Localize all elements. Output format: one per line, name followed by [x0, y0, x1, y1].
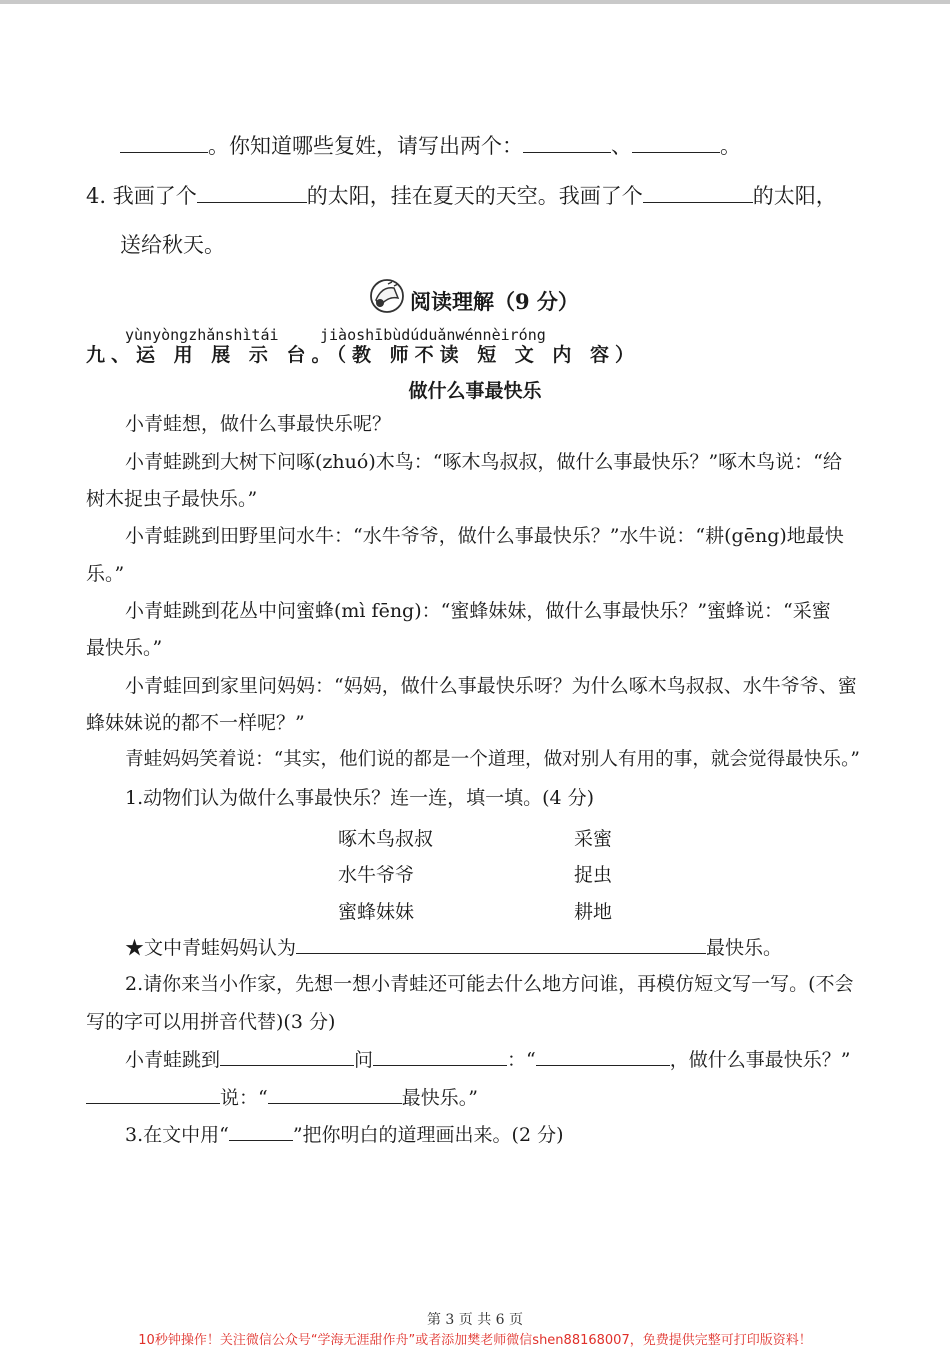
answer-blank[interactable] — [296, 935, 706, 954]
fill1-text-c: ：“ — [507, 1049, 536, 1071]
q4-number: 4. — [86, 184, 107, 208]
star-question-text: ★文中青蛙妈妈认为 — [125, 937, 297, 959]
story-p6: 青蛙妈妈笑着说：“其实，他们说的都是一个道理，做对别人有用的事，就会觉得最快乐。” — [125, 749, 860, 770]
pinyin-b: jiàoshībùdúduǎnwénnèiróng — [320, 326, 546, 344]
question-2a: 2.请你来当小作家，先想一想小青蛙还可能去什么地方问谁，再模仿短文写一写。(不会 — [125, 973, 854, 995]
story-p3b: 乐。” — [86, 563, 125, 585]
answer-blank[interactable] — [268, 1085, 402, 1104]
answer-blank[interactable] — [373, 1047, 507, 1066]
q3-tail-text: 。你知道哪些复姓，请写出两个： — [208, 134, 523, 158]
question-2b: 写的字可以用拼音代替)(3 分) — [86, 1011, 336, 1033]
q4-line-2: 送给秋天。 — [120, 233, 225, 257]
story-p3a: 小青蛙跳到田野里问水牛：“水牛爷爷，做什么事最快乐？”水牛说：“耕(gēng)地最快 — [125, 525, 844, 547]
q4-text-c: 的太阳， — [752, 184, 837, 208]
q4-text-a: 我画了个 — [112, 184, 197, 208]
answer-blank[interactable] — [229, 1122, 293, 1141]
fill2-text-a: 说：“ — [220, 1087, 268, 1109]
match-left-1[interactable]: 啄木鸟叔叔 — [338, 828, 434, 850]
period: 。 — [720, 134, 741, 158]
fill1-text-a: 小青蛙跳到 — [125, 1049, 221, 1071]
fill1-text-d: ，做什么事最快乐？” — [669, 1049, 851, 1071]
question-3-text-a: 3.在文中用“ — [125, 1124, 229, 1146]
separator: 、 — [611, 134, 632, 158]
page-number: 第 3 页 共 6 页 — [426, 1312, 524, 1328]
story-p2a: 小青蛙跳到大树下问啄(zhuó)木鸟：“啄木鸟叔叔，做什么事最快乐？”啄木鸟说：“给 — [125, 451, 842, 473]
book-reading-icon — [368, 276, 406, 314]
section-9-label: 九、运 用 展 示 台。（教 师不读 短 文 内 容） — [86, 344, 641, 366]
q3-tail-line — [120, 132, 741, 160]
answer-blank[interactable] — [523, 134, 611, 153]
q4-line-1 — [86, 182, 837, 210]
top-edge-bar — [0, 0, 950, 4]
answer-blank[interactable] — [86, 1085, 220, 1104]
fill1-text-b: 问 — [354, 1049, 374, 1071]
match-left-2[interactable]: 水牛爷爷 — [338, 864, 415, 886]
story-p5b: 蜂妹妹说的都不一样呢？” — [86, 712, 305, 734]
story-p2b: 树木捉虫子最快乐。” — [86, 488, 258, 510]
story-p5a: 小青蛙回到家里问妈妈：“妈妈，做什么事最快乐呀？为什么啄木鸟叔叔、水牛爷爷、蜜 — [125, 675, 857, 697]
story-p1: 小青蛙想，做什么事最快乐呢？ — [125, 413, 392, 435]
footer-promo: 10秒钟操作！关注微信公众号“学海无涯甜作舟”或者添加樊老师微信shen88168007，免费提供完整可打印版资料！ — [138, 1333, 812, 1348]
answer-blank[interactable] — [120, 134, 208, 153]
answer-blank[interactable] — [536, 1047, 670, 1066]
answer-blank[interactable] — [220, 1047, 354, 1066]
story-p4a: 小青蛙跳到花丛中问蜜蜂(mì fēng)：“蜜蜂妹妹，做什么事最快乐？”蜜蜂说：“采蜜 — [125, 600, 831, 622]
answer-blank[interactable] — [632, 134, 720, 153]
match-right-3[interactable]: 耕地 — [574, 901, 613, 923]
pinyin-a: yùnyòngzhǎnshìtái — [125, 326, 279, 344]
q4-text-b: 的太阳，挂在夏天的天空。我画了个 — [306, 184, 643, 208]
fill2-text-b: 最快乐。” — [401, 1087, 478, 1109]
reading-heading-text: 阅读理解（9 分） — [410, 289, 579, 314]
match-right-2[interactable]: 捉虫 — [574, 864, 613, 886]
match-left-3[interactable]: 蜜蜂妹妹 — [338, 901, 415, 923]
story-title: 做什么事最快乐 — [408, 380, 542, 402]
star-question-line — [125, 935, 782, 960]
fill-line-1 — [125, 1047, 850, 1072]
match-right-1[interactable]: 采蜜 — [574, 828, 613, 850]
star-question-end: 最快乐。 — [706, 937, 783, 959]
question-3-text-b: ”把你明白的道理画出来。(2 分) — [292, 1124, 564, 1146]
question-1: 1.动物们认为做什么事最快乐？连一连，填一填。(4 分) — [125, 787, 595, 809]
story-p4b: 最快乐。” — [86, 637, 163, 659]
question-3-line — [125, 1122, 564, 1147]
fill-line-2 — [86, 1085, 478, 1110]
answer-blank[interactable] — [197, 184, 307, 203]
answer-blank[interactable] — [643, 184, 753, 203]
